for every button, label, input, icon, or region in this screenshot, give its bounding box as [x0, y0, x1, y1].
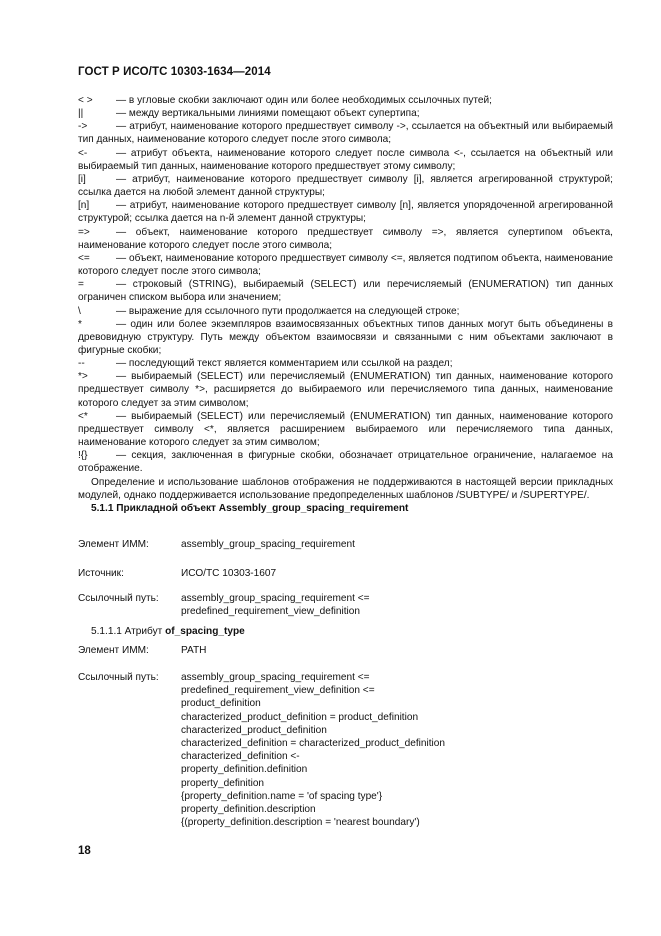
definition-symbol: \	[78, 305, 81, 317]
ref-path-line: characterized_definition <-	[181, 751, 300, 763]
definition-item	[78, 449, 613, 475]
ref-path-value	[181, 592, 370, 618]
definition-text: — атрибут, наименование которого предшествует символу [n], является упорядоченной агрегированной структурой; ссылка дается на n-й элемент данной структуры;	[78, 200, 613, 225]
definition-text: — между вертикальными линиями помещают объект супертипа;	[116, 108, 420, 120]
definition-item	[78, 252, 613, 278]
definition-item	[78, 318, 613, 357]
definition-symbol: ->	[78, 121, 88, 133]
definition-item	[78, 370, 613, 409]
definition-item	[78, 173, 613, 199]
ref-path-value	[181, 671, 445, 829]
definition-text: — объект, наименование которого предшествует символу =>, является супертипом объекта, наименование которого следует после этого символа;	[78, 226, 613, 251]
definition-symbol: =	[78, 279, 84, 291]
definition-item	[78, 147, 613, 173]
ref-path-line: assembly_group_spacing_requirement <=	[181, 672, 370, 683]
ref-path-label: Ссылочный путь:	[78, 593, 159, 604]
definitions-list	[78, 94, 613, 476]
definition-symbol: =>	[78, 226, 90, 238]
definition-text: — атрибут, наименование которого предшествует символу [i], является агрегированной структурой; ссылка дается на любой элемент данной структуры;	[78, 173, 613, 199]
definition-symbol: ||	[78, 108, 84, 120]
element-value: PATH	[181, 645, 207, 656]
ref-path-line: predefined_requirement_view_definition	[181, 606, 361, 618]
definition-symbol: [n]	[78, 200, 90, 212]
ref-path-line: property_definition.definition	[181, 764, 308, 776]
definition-symbol: !{}	[78, 450, 88, 462]
ref-path-line: product_definition	[181, 698, 261, 710]
subsection-heading-name: of_spacing_type	[165, 626, 245, 637]
section-heading: 5.1.1 Прикладной объект Assembly_group_spacing_requirement	[91, 502, 409, 514]
definition-text: — один или более экземпляров взаимосвязанных объектных типов данных могут быть объединены в древовидную структуру. Путь между объектом взаимосвязи и связанными с ним объектами заключают в фигурные скобки;	[78, 318, 613, 356]
ref-path-line: {property_definition.name = 'of spacing type'}	[181, 790, 383, 802]
ref-path-line: property_definition.description	[181, 804, 316, 816]
definition-item	[78, 94, 613, 107]
ref-path-line: characterized_definition = characterized_product_definition	[181, 738, 446, 750]
ref-path-label: Ссылочный путь:	[78, 672, 159, 683]
definition-text: — атрибут объекта, наименование которого следует после символа <-, ссылается на объектный или выбираемый тип данных, наименование которого предшествует этому символу;	[78, 147, 613, 172]
element-value: assembly_group_spacing_requirement	[181, 539, 355, 550]
ref-path-line: assembly_group_spacing_requirement <=	[181, 593, 370, 604]
definition-text: — строковый (STRING), выбираемый (SELECT) или перечисляемый (ENUMERATION) тип данных ограничен списком выбора или значением;	[78, 279, 613, 304]
definition-item	[78, 107, 613, 120]
subsection-heading	[91, 626, 245, 637]
page-number: 18	[78, 845, 91, 857]
source-value: ИСО/ТС 10303-1607	[181, 568, 277, 579]
subsection-heading-prefix: 5.1.1.1 Атрибут	[91, 626, 166, 637]
element-label: Элемент ИММ:	[78, 539, 149, 550]
definition-text: — выбираемый (SELECT) или перечисляемый (ENUMERATION) тип данных, наименование которого предшествует символу *>, расширяется до выбираемого или перечисляемого типа данных, наименование которого следует за этим символом;	[78, 371, 613, 409]
ref-path-line: {(property_definition.description = 'nearest boundary')	[181, 817, 420, 829]
definition-item	[78, 226, 613, 252]
ref-path-line: predefined_requirement_view_definition <=	[181, 685, 375, 697]
element-label: Элемент ИММ:	[78, 645, 149, 656]
definition-text: — атрибут, наименование которого предшествует символу ->, ссылается на объектный или выбираемый тип данных, наименование которого следует после этого символа;	[78, 121, 613, 146]
definition-text: — объект, наименование которого предшествует символу <=, является подтипом объекта, наименование которого следует после этого символа;	[78, 252, 613, 278]
definition-symbol: [i]	[78, 173, 86, 185]
definition-item	[78, 410, 613, 449]
definition-text: — выражение для ссылочного пути продолжается на следующей строке;	[116, 305, 460, 317]
definition-item	[78, 357, 613, 370]
definition-item	[78, 278, 613, 304]
definition-symbol: <-	[78, 147, 88, 159]
definition-symbol: < >	[78, 95, 93, 106]
definition-item	[78, 305, 613, 318]
definition-text: — в угловые скобки заключают один или более необходимых ссылочных путей;	[116, 95, 492, 106]
definitions-block	[78, 94, 613, 515]
definition-symbol: *	[78, 318, 82, 330]
definition-symbol: <*	[78, 410, 88, 422]
ref-path-line: characterized_product_definition	[181, 724, 327, 736]
definition-text: — выбираемый (SELECT) или перечисляемый (ENUMERATION) тип данных, наименование которого предшествует символу <*, является расширением выбираемого или перечисляемого типа данных, наименование которого следует за этим символом;	[78, 410, 613, 449]
source-label: Источник:	[78, 568, 124, 579]
ref-path-line: property_definition	[181, 777, 265, 789]
document-header: ГОСТ Р ИСО/ТС 10303-1634—2014	[78, 66, 271, 78]
ref-path-line: characterized_product_definition = product_definition	[181, 711, 419, 723]
definition-text: — секция, заключенная в фигурные скобки, обозначает отрицательное ограничение, налагаемое на отображение.	[78, 450, 613, 475]
definition-symbol: *>	[78, 371, 88, 383]
definition-symbol: --	[78, 358, 85, 370]
definition-symbol: <=	[78, 252, 90, 264]
definition-item	[78, 199, 613, 225]
templates-paragraph: Определение и использование шаблонов отображения не поддерживаются в настоящей версии прикладных модулей, однако поддерживается использование предопределенных шаблонов /SUBTYPE/ и /SUPERTYPE/.	[78, 476, 613, 501]
definition-item	[78, 120, 613, 146]
definition-text: — последующий текст является комментарием или ссылкой на раздел;	[116, 358, 453, 370]
